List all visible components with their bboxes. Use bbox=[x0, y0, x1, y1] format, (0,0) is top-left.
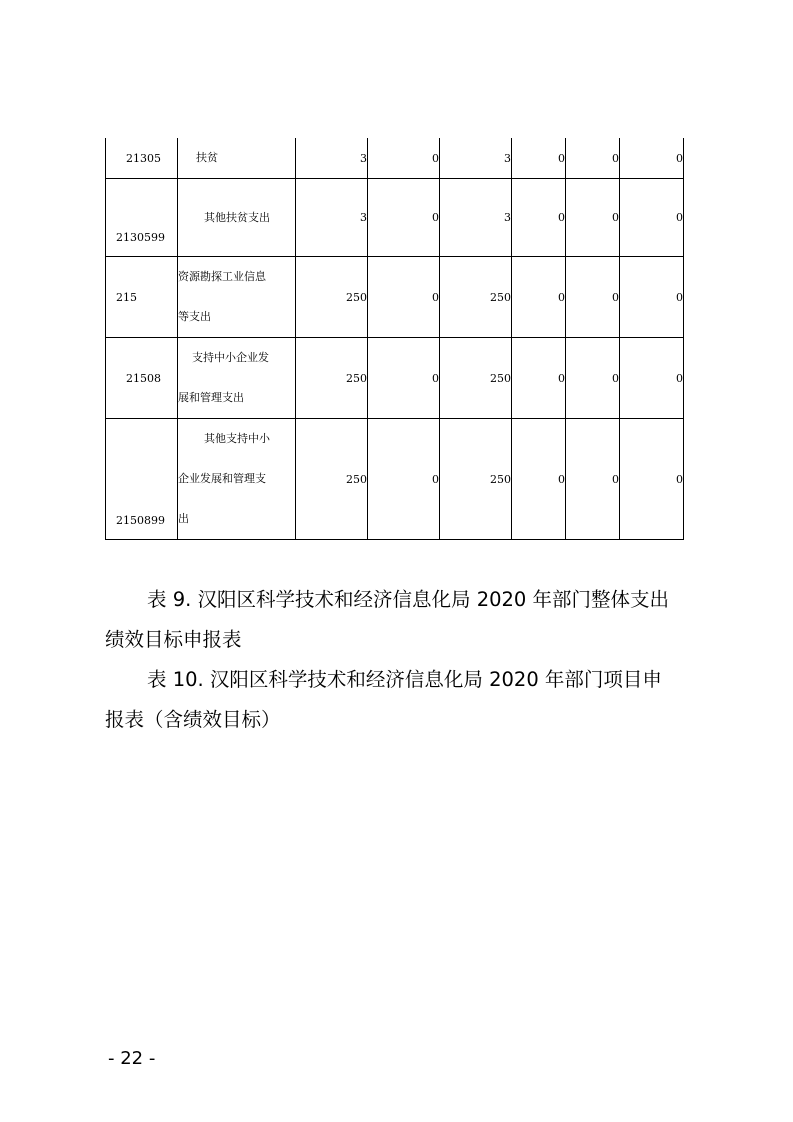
row-name: 扶贫 bbox=[178, 138, 296, 179]
table-row bbox=[106, 138, 684, 179]
row-value-6: 0 bbox=[620, 419, 684, 540]
table9-caption-line1: 表 9. 汉阳区科学技术和经济信息化局 2020 年部门整体支出 bbox=[147, 588, 670, 611]
table-captions bbox=[105, 580, 705, 740]
row-code: 215 bbox=[106, 257, 178, 338]
row-value-2: 0 bbox=[368, 179, 440, 257]
row-value-6: 0 bbox=[620, 338, 684, 419]
row-value-1: 250 bbox=[296, 419, 368, 540]
row-value-1: 3 bbox=[296, 179, 368, 257]
page-number: - 22 - bbox=[108, 1048, 156, 1069]
row-value-6: 0 bbox=[620, 257, 684, 338]
row-value-6: 0 bbox=[620, 179, 684, 257]
row-name: 资源勘探工业信息 等支出 bbox=[178, 257, 296, 338]
row-value-5: 0 bbox=[566, 179, 620, 257]
row-name: 其他支持中小 企业发展和管理支 出 bbox=[178, 419, 296, 540]
budget-table-container bbox=[105, 138, 683, 540]
row-value-5: 0 bbox=[566, 138, 620, 179]
row-value-3: 250 bbox=[440, 257, 512, 338]
budget-table bbox=[105, 138, 684, 540]
row-value-2: 0 bbox=[368, 257, 440, 338]
table-row bbox=[106, 338, 684, 419]
row-name: 支持中小企业发 展和管理支出 bbox=[178, 338, 296, 419]
row-value-3: 250 bbox=[440, 419, 512, 540]
row-code: 2150899 bbox=[106, 419, 178, 540]
row-code: 21305 bbox=[106, 138, 178, 179]
row-value-3: 3 bbox=[440, 179, 512, 257]
row-value-5: 0 bbox=[566, 257, 620, 338]
row-value-2: 0 bbox=[368, 419, 440, 540]
row-value-3: 250 bbox=[440, 338, 512, 419]
row-code: 21508 bbox=[106, 338, 178, 419]
row-value-2: 0 bbox=[368, 338, 440, 419]
row-value-4: 0 bbox=[512, 338, 566, 419]
table-row bbox=[106, 179, 684, 257]
row-value-1: 250 bbox=[296, 257, 368, 338]
row-value-1: 250 bbox=[296, 338, 368, 419]
table10-caption-line1: 表 10. 汉阳区科学技术和经济信息化局 2020 年部门项目申 bbox=[147, 668, 662, 691]
row-code: 2130599 bbox=[106, 179, 178, 257]
table9-caption-line2: 绩效目标申报表 bbox=[105, 628, 242, 651]
row-value-5: 0 bbox=[566, 419, 620, 540]
row-value-6: 0 bbox=[620, 138, 684, 179]
row-value-1: 3 bbox=[296, 138, 368, 179]
row-value-2: 0 bbox=[368, 138, 440, 179]
row-value-4: 0 bbox=[512, 138, 566, 179]
table10-caption-line2: 报表（含绩效目标） bbox=[105, 708, 281, 731]
row-value-4: 0 bbox=[512, 179, 566, 257]
row-value-4: 0 bbox=[512, 257, 566, 338]
row-value-4: 0 bbox=[512, 419, 566, 540]
table-row bbox=[106, 419, 684, 540]
table-row bbox=[106, 257, 684, 338]
row-name: 其他扶贫支出 bbox=[178, 179, 296, 257]
row-value-5: 0 bbox=[566, 338, 620, 419]
row-value-3: 3 bbox=[440, 138, 512, 179]
